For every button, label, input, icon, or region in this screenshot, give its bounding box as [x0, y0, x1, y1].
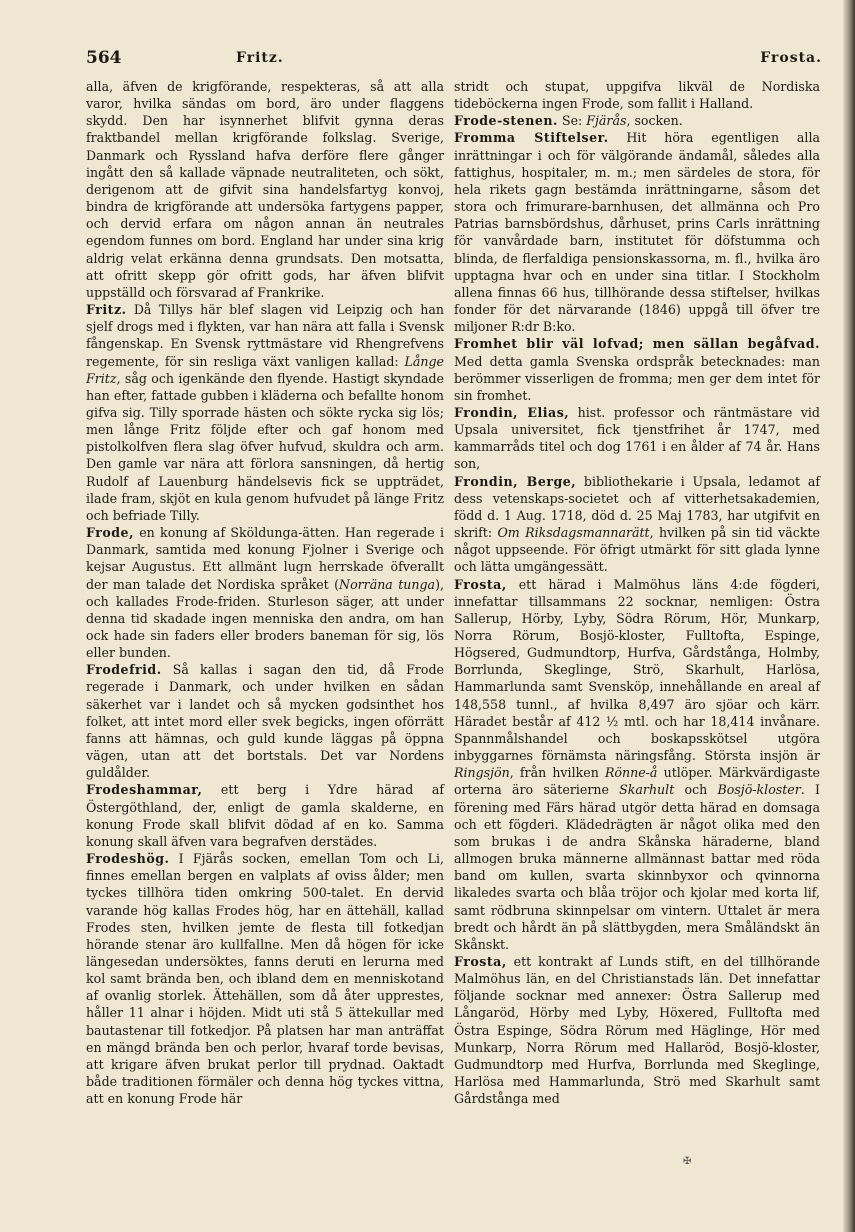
headword: Frondin, Berge,: [454, 473, 577, 489]
entry-fritz: Fritz. Då Tillys här blef slagen vid Leipzig och han sjelf drogs med i flykten, var han nära att falla i Svensk fångenskap. En Svensk ryttmästare vid Rhengrefvens regemente, för sin resliga växt vanligen kallad: Långe Fritz, såg och igenkände den flyende. Hastigt skyndade han efter, fattade gubben i kläderna och befallte honom gifva sig. Tilly sporrade hästen och sökte rycka sig lös; men långe Fritz följde efter och gaf honom med pistolkolfven flera slag öfver hufvud, skuldra och arm. Den gamle var nära att förlora sansningen, då hertig Rudolf af Lauenburg händelsevis fick se uppträdet, ilade fram, skjöt en kula genom hufvudet på länge Fritz och befriade Tilly.: [86, 302, 444, 523]
running-head-right: Frosta.: [760, 50, 822, 66]
entry-frondin-elias: Frondin, Elias, hist. professor och räntmästare vid Upsala universitet, fick tjenstfrihet år 1747, med kammarråds titel och dog 1761 i en ålder af 74 år. Hans son,: [454, 404, 820, 472]
headword: Frondin, Elias,: [454, 404, 570, 420]
page-header: [86, 48, 822, 70]
headword: Fromhet blir väl lofvad; men sällan begåfvad.: [454, 336, 820, 352]
headword: Frodefrid.: [86, 662, 162, 678]
entry-frode-stenen: Frode-stenen. Se: Fjärås, socken.: [454, 113, 683, 129]
entry-frondin-berge: Frondin, Berge, bibliothekarie i Upsala, ledamot af dess vetenskaps-societet och af vitterhetsakademien, född d. 1 Aug. 1718, död d. 25 Maj 1783, har utgifvit en skrift: Om Riksdagsmannarätt, hvilken på sin tid väckte något uppseende. För öfrigt utmärkt för sitt glada lynne och lätta umgängessätt.: [454, 473, 820, 575]
entry-frodeshog: Frodeshög. I Fjärås socken, emellan Tom och Li, finnes emellan bergen en valplats af oviss ålder; men tyckes tillhöra tiden omkring 500-talet. En dervid varande hög kallas Frodes hög, har en ättehäll, kallad Frodes sten, hvilken jemte de flesta till fotkedjan hörande stenar äro kullfallne. Men då högen för icke längesedan undersöktes, fanns deruti en lerurna med kol samt brända ben, och ibland dem en menniskotand af ovanlig storlek. Ättehällen, som då åter upprestes, håller 11 alnar i höjden. Midt uti stå 5 ättekullar med bautastenar till fotkedjor. På platsen har man anträffat en mängd brända ben och perlor, hvaraf torde bevisas, att krigare äfven brukat perlor till prydnad. Oaktadt både traditionen förmäler och denna hög tyckes vittna, att en konung Frode här: [86, 851, 444, 1107]
entry-fromma-stiftelser: Fromma Stiftelser. Hit höra egentligen alla inrättningar i och för välgörande ändamål, således alla fattighus, hospitaler, m. m.; men särdeles de stora, för hela rikets gagn bestämda inrättningarne, såsom det stora och frimurare-barnhusen, det allmänna och Pro Patrias barnsbördshus, dårhuset, prins Carls inrättning för vanvårdade barn, institutet för döfstumma och blinda, de flerfaldiga pensionskassorna, m. fl., hvilka äro upptagna hvar och en under sina titlar. I Stockholm allena finnas 66 hus, tillhörande dessa stiftelser, hvilkas fonder för det närvarande (1846) uppgå till öfver tre miljoner R:dr B:ko.: [454, 130, 820, 335]
headword: Frode,: [86, 525, 134, 541]
left-column: [86, 78, 444, 1107]
entry-continuation: alla, äfven de krigförande, respekteras, så att alla varor, hvilka sändas om bord, äro under flaggens skydd. Den har isynnerhet blifvit gynna deras fraktbandel mellan krigförande folkslag. Sverige, Danmark och Ryssland hafva derföre flere gånger ingått den så kallade väpnade neutraliteten, och sökt, derigenom att de gifvit sina handelsfartyg konvoj, bindra de krigförande att undersöka fartygens papper, och dervid erfara om någon annan än neutrales egendom funnes om bord. England har under sina krig aldrig velat erkänna denna grundsats. Den motsatta, att ofritt skepp gör ofritt gods, har äfven blifvit uppställd och försvarad af Frankrike.: [86, 79, 444, 300]
page-number: 564: [86, 48, 122, 68]
printer-mark: ✠: [683, 1156, 692, 1167]
running-head-left: Fritz.: [236, 50, 284, 66]
right-column: [454, 78, 820, 1107]
entry-frode: Frode, en konung af Sköldunga-ätten. Han regerade i Danmark, samtida med konung Fjolner i Sverige och kejsar Augustus. Ett allmänt lugn herrskade öfverallt der man talade det Nordiska språket (Norräna tunga), och kallades Frode-friden. Sturleson säger, att under denna tid skadade ingen menniska den andra, om han ock hade sin faders eller broders baneman för sig, lös eller bunden.: [86, 525, 444, 661]
entry-frodefrid: Frodefrid. Så kallas i sagan den tid, då Frode regerade i Danmark, och under hvilken en sådan säkerhet var i landet och så mycken godsinthet hos folket, att intet mord eller svek begicks, ingen oförrätt fanns att hämnas, och guld kunde läggas på öppna vägen, utan att det bortstals. Det var Nordens guldålder.: [86, 662, 444, 781]
headword: Frodeshög.: [86, 851, 170, 867]
entry-frosta-kontrakt: Frosta, ett kontrakt af Lunds stift, en del tillhörande Malmöhus län, en del Christianstads län. Det innefattar följande socknar med annexer: Östra Sallerup med Långaröd, Hörby med Lyby, Höxered, Fulltofta med Östra Espinge, Södra Rörum med Häglinge, Hör med Munkarp, Norra Rörum med Hallaröd, Bosjö-kloster, Gudmundtorp med Hurfva, Borrlunda med Skeglinge, Harlösa med Hammarlunda, Strö med Skarhult samt Gårdstånga med: [454, 953, 820, 1107]
entry-frodeshammar: Frodeshammar, ett berg i Ydre härad af Östergöthland, der, enligt de gamla skalderne, en konung Frode skall blifvit dödad af en ko. Samma konung skall äfven vara begrafven derstädes.: [86, 782, 444, 849]
headword: Frodeshammar,: [86, 782, 203, 798]
entry-fromhet: Fromhet blir väl lofvad; men sällan begåfvad. Med detta gamla Svenska ordspråk betecknades: man berömmer visserligen de fromma; men ger dem intet för sin fromhet.: [454, 336, 820, 403]
headword: Frosta,: [454, 953, 507, 969]
headword: Frosta,: [454, 576, 507, 592]
headword: Fromma Stiftelser.: [454, 130, 609, 146]
entry-frosta-harad: Frosta, ett härad i Malmöhus läns 4:de fögderi, innefattar tillsammans 22 socknar, nemligen: Östra Sallerup, Hörby, Lyby, Södra Rörum, Hör, Munkarp, Norra Rörum, Bosjö-kloster, Fulltofta, Espinge, Högsered, Gudmundtorp, Hurfva, Gårdstånga, Holmby, Borrlunda, Skeglinge, Strö, Skarhult, Harlösa, Hammarlunda samt Svensköp, innehållande en areal af 148,558 tunnl., af hvilka 8,497 äro sjöar och kärr. Häradet består af 412 ½ mtl. och har 18,414 invånare. Spannmålshandel och boskapsskötsel utgöra inbyggarnes förnämsta näringsfång. Största insjön är Ringsjön, från hvilken Rönne-å utlöper. Märkvärdigaste orterna äro säterierne Skarhult och Bosjö-kloster. I förening med Färs härad utgör detta härad en domsaga och ett fögderi. Klädedrägten är något olika med den som brukas i de andra Skånska häraderne, bland allmogen bruka männerne allmännast battar med röda band om kullen, svarta skinnbyxor och qvinnorna likaledes svarta och blåa tröjor och kjolar med korta lif, samt rödbruna skinnpelsar om vintern. Uttalet är mera bredt och hårdt än på slättbygden, mera Småländskt än Skånskt.: [454, 576, 820, 952]
page-edge: [843, 0, 855, 1232]
headword: Fritz.: [86, 302, 127, 318]
headword: Frode-stenen.: [454, 113, 558, 129]
entry-continuation: stridt och stupat, uppgifva likväl de Nordiska tideböckerna ingen Frode, som fallit i Halland.: [454, 79, 820, 112]
